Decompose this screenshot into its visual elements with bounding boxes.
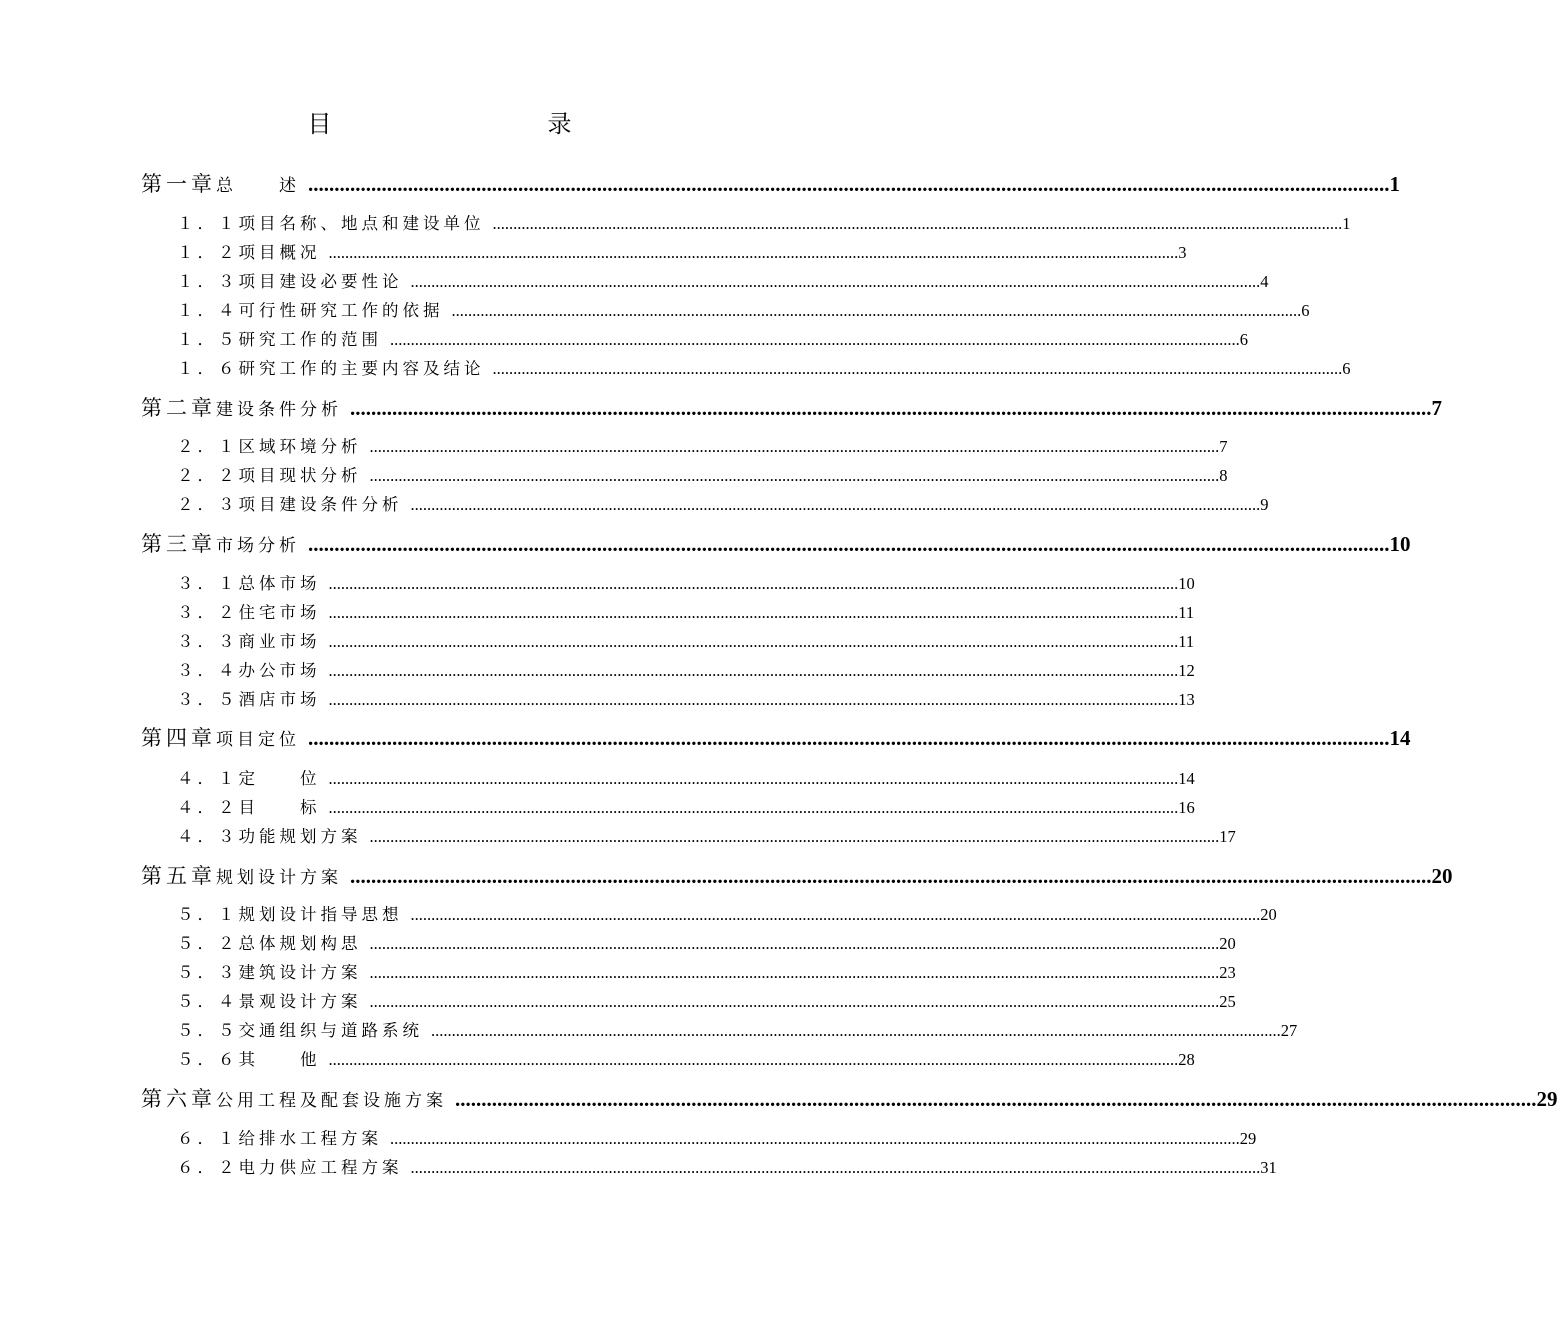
- toc-dot-leader: ..............................................................................................................................................................................................................: [369, 466, 1220, 485]
- toc-entry-title: 给排水工程方案: [238, 1129, 382, 1148]
- toc-entry-title: 酒店市场: [238, 690, 321, 709]
- toc-chapter-entry[interactable]: [141, 170, 1400, 198]
- toc-page-number: 20: [1431, 864, 1453, 888]
- toc-entry-title: 总体市场: [238, 574, 321, 593]
- toc-section-entry[interactable]: [177, 903, 1277, 927]
- toc-dot-leader: ..............................................................................................................................................................................................................: [369, 934, 1220, 953]
- toc-dot-leader: ..............................................................................................................................................................................................................: [492, 359, 1343, 378]
- toc-entry-number: 第二章: [141, 396, 216, 420]
- toc-dot-leader: ..............................................................................................................................................................................................................: [390, 1129, 1240, 1148]
- toc-page-number: 7: [1219, 437, 1228, 456]
- toc-entry-title: 可行性研究工作的依据: [238, 301, 444, 320]
- toc-entry-number: １．３: [177, 272, 239, 291]
- toc-page-number: 12: [1178, 661, 1195, 680]
- toc-entry-title: 研究工作的范围: [238, 330, 382, 349]
- toc-section-entry[interactable]: [177, 825, 1236, 849]
- toc-dot-leader: ..............................................................................................................................................................................................................: [350, 864, 1432, 888]
- toc-dot-leader: ..............................................................................................................................................................................................................: [328, 1050, 1179, 1069]
- toc-page-number: 1: [1342, 214, 1351, 233]
- toc-entry-title: 交通组织与道路系统: [238, 1021, 423, 1040]
- toc-section-entry[interactable]: [177, 961, 1236, 985]
- toc-entry-number: ５．２: [177, 934, 239, 953]
- toc-entry-number: ３．４: [177, 661, 239, 680]
- toc-entry-title: 总 述: [216, 176, 300, 195]
- toc-entry-title: 公用工程及配套设施方案: [216, 1091, 447, 1110]
- toc-entry-title: 项目名称、地点和建设单位: [238, 214, 485, 233]
- toc-section-entry[interactable]: [177, 1048, 1195, 1072]
- toc-page-number: 31: [1260, 1158, 1277, 1177]
- toc-entry-number: ２．３: [177, 495, 239, 514]
- toc-dot-leader: ..............................................................................................................................................................................................................: [328, 243, 1179, 262]
- toc-entry-title: 市场分析: [216, 536, 300, 555]
- toc-page-number: 6: [1342, 359, 1351, 378]
- toc-entry-number: ６．１: [177, 1129, 239, 1148]
- toc-dot-leader: ..............................................................................................................................................................................................................: [431, 1021, 1281, 1040]
- toc-entry-number: 第四章: [141, 726, 216, 750]
- toc-page-number: 6: [1301, 301, 1310, 320]
- toc-section-entry[interactable]: [177, 435, 1228, 459]
- toc-entry-title: 项目建设条件分析: [238, 495, 403, 514]
- toc-entry-number: ６．２: [177, 1158, 239, 1177]
- toc-entry-title: 定 位: [238, 769, 321, 788]
- toc-page-number: 16: [1178, 798, 1195, 817]
- toc-entry-number: ５．３: [177, 963, 239, 982]
- toc-section-entry[interactable]: [177, 572, 1195, 596]
- toc-section-entry[interactable]: [177, 299, 1310, 323]
- toc-entry-number: ５．５: [177, 1021, 239, 1040]
- toc-page-number: 14: [1178, 769, 1195, 788]
- toc-entry-number: １．５: [177, 330, 239, 349]
- toc-entry-title: 规划设计方案: [216, 868, 342, 887]
- toc-section-entry[interactable]: [177, 241, 1187, 265]
- toc-page-number: 28: [1178, 1050, 1195, 1069]
- toc-dot-leader: ..............................................................................................................................................................................................................: [410, 905, 1261, 924]
- toc-entry-number: １．１: [177, 214, 239, 233]
- toc-page-number: 6: [1239, 330, 1248, 349]
- toc-dot-leader: ..............................................................................................................................................................................................................: [451, 301, 1302, 320]
- toc-section-entry[interactable]: [177, 464, 1228, 488]
- toc-entry-title: 目 标: [238, 798, 321, 817]
- toc-dot-leader: ..............................................................................................................................................................................................................: [410, 272, 1261, 291]
- toc-dot-leader: ..............................................................................................................................................................................................................: [390, 330, 1240, 349]
- toc-page-number: 17: [1219, 827, 1236, 846]
- toc-dot-leader: ..............................................................................................................................................................................................................: [369, 992, 1220, 1011]
- toc-dot-leader: ..............................................................................................................................................................................................................: [492, 214, 1343, 233]
- toc-section-entry[interactable]: [177, 493, 1269, 517]
- toc-section-entry[interactable]: [177, 767, 1195, 791]
- toc-entry-number: ２．１: [177, 437, 239, 456]
- toc-entry-number: ３．３: [177, 632, 239, 651]
- toc-entry-number: ２．２: [177, 466, 239, 485]
- toc-section-entry[interactable]: [177, 357, 1351, 381]
- toc-entry-title: 项目建设必要性论: [238, 272, 403, 291]
- toc-dot-leader: ..............................................................................................................................................................................................................: [328, 632, 1179, 651]
- toc-entry-number: ５．６: [177, 1050, 239, 1069]
- toc-page-number: 20: [1260, 905, 1277, 924]
- toc-page-number: 29: [1536, 1087, 1558, 1111]
- toc-page-number: 13: [1178, 690, 1195, 709]
- toc-dot-leader: ..............................................................................................................................................................................................................: [308, 532, 1390, 556]
- toc-page-number: 8: [1219, 466, 1228, 485]
- toc-dot-leader: ..............................................................................................................................................................................................................: [328, 574, 1179, 593]
- toc-entry-title: 商业市场: [238, 632, 321, 651]
- toc-page-number: 11: [1178, 632, 1195, 651]
- toc-entry-title: 区域环境分析: [238, 437, 362, 456]
- toc-entry-number: ５．４: [177, 992, 239, 1011]
- toc-page-number: 27: [1280, 1021, 1298, 1040]
- toc-entry-title: 电力供应工程方案: [238, 1158, 403, 1177]
- toc-section-entry[interactable]: [177, 328, 1248, 352]
- toc-section-entry[interactable]: [177, 659, 1195, 683]
- toc-entry-number: １．４: [177, 301, 239, 320]
- toc-dot-leader: ..............................................................................................................................................................................................................: [455, 1087, 1537, 1111]
- toc-section-entry[interactable]: [177, 1127, 1257, 1151]
- toc-entry-title: 项目现状分析: [238, 466, 362, 485]
- toc-dot-leader: ..............................................................................................................................................................................................................: [328, 661, 1179, 680]
- toc-page-number: 23: [1219, 963, 1236, 982]
- toc-entry-number: ４．３: [177, 827, 239, 846]
- toc-entry-number: １．６: [177, 359, 239, 378]
- toc-entry-title: 研究工作的主要内容及结论: [238, 359, 485, 378]
- toc-chapter-entry[interactable]: [141, 394, 1442, 422]
- toc-page-number: 20: [1219, 934, 1236, 953]
- toc-page-number: 29: [1239, 1129, 1257, 1148]
- toc-section-entry[interactable]: [177, 990, 1236, 1014]
- toc-entry-number: 第一章: [141, 172, 216, 196]
- toc-entry-number: ４．２: [177, 798, 239, 817]
- toc-chapter-entry[interactable]: [141, 530, 1411, 558]
- toc-section-entry[interactable]: [177, 1019, 1298, 1043]
- toc-entry-number: １．２: [177, 243, 239, 262]
- toc-entry-number: ３．１: [177, 574, 239, 593]
- toc-chapter-entry[interactable]: [141, 862, 1453, 890]
- toc-dot-leader: ..............................................................................................................................................................................................................: [369, 963, 1220, 982]
- toc-page-number: 25: [1219, 992, 1236, 1011]
- toc-section-entry[interactable]: [177, 796, 1195, 820]
- toc-entry-number: ４．１: [177, 769, 239, 788]
- toc-page-number: 7: [1431, 396, 1442, 420]
- toc-page-number: 14: [1389, 726, 1411, 750]
- toc-entry-title: 项目概况: [238, 243, 321, 262]
- toc-section-entry[interactable]: [177, 212, 1351, 236]
- toc-dot-leader: ..............................................................................................................................................................................................................: [328, 798, 1179, 817]
- toc-dot-leader: ..............................................................................................................................................................................................................: [410, 1158, 1261, 1177]
- toc-page-number: 10: [1389, 532, 1411, 556]
- toc-entry-number: ５．１: [177, 905, 239, 924]
- toc-entry-title: 规划设计指导思想: [238, 905, 403, 924]
- toc-entry-title: 其 他: [238, 1050, 321, 1069]
- toc-entry-title: 建设条件分析: [216, 400, 342, 419]
- toc-page-number: 4: [1260, 272, 1269, 291]
- toc-dot-leader: ..............................................................................................................................................................................................................: [308, 726, 1390, 750]
- toc-section-entry[interactable]: [177, 1156, 1277, 1180]
- toc-page-number: 3: [1178, 243, 1187, 262]
- toc-entry-title: 项目定位: [216, 730, 300, 749]
- toc-dot-leader: ..............................................................................................................................................................................................................: [369, 827, 1220, 846]
- toc-entry-title: 办公市场: [238, 661, 321, 680]
- toc-dot-leader: ..............................................................................................................................................................................................................: [308, 172, 1390, 196]
- toc-section-entry[interactable]: [177, 270, 1269, 294]
- toc-page-number: 1: [1389, 172, 1400, 196]
- toc-entry-number: 第六章: [141, 1087, 216, 1111]
- toc-dot-leader: ..............................................................................................................................................................................................................: [328, 603, 1179, 622]
- toc-entry-title: 建筑设计方案: [238, 963, 362, 982]
- toc-page-number: 9: [1260, 495, 1269, 514]
- toc-dot-leader: ..............................................................................................................................................................................................................: [410, 495, 1261, 514]
- toc-dot-leader: ..............................................................................................................................................................................................................: [350, 396, 1432, 420]
- toc-entry-number: 第五章: [141, 864, 216, 888]
- toc-section-entry[interactable]: [177, 630, 1195, 654]
- toc-dot-leader: ..............................................................................................................................................................................................................: [328, 690, 1179, 709]
- toc-entry-number: ３．２: [177, 603, 239, 622]
- toc-dot-leader: ..............................................................................................................................................................................................................: [328, 769, 1179, 788]
- toc-page-number: 11: [1178, 603, 1195, 622]
- toc-dot-leader: ..............................................................................................................................................................................................................: [369, 437, 1220, 456]
- toc-chapter-entry[interactable]: [141, 1085, 1558, 1113]
- toc-section-entry[interactable]: [177, 688, 1195, 712]
- toc-entry-title: 景观设计方案: [238, 992, 362, 1011]
- toc-entry-number: ３．５: [177, 690, 239, 709]
- toc-section-entry[interactable]: [177, 601, 1195, 625]
- toc-entry-number: 第三章: [141, 532, 216, 556]
- toc-section-entry[interactable]: [177, 932, 1236, 956]
- page-title: 目 录: [307, 112, 628, 138]
- toc-entry-title: 住宅市场: [238, 603, 321, 622]
- toc-entry-title: 功能规划方案: [238, 827, 362, 846]
- toc-entry-title: 总体规划构思: [238, 934, 362, 953]
- toc-chapter-entry[interactable]: [141, 724, 1411, 752]
- toc-page-number: 10: [1178, 574, 1195, 593]
